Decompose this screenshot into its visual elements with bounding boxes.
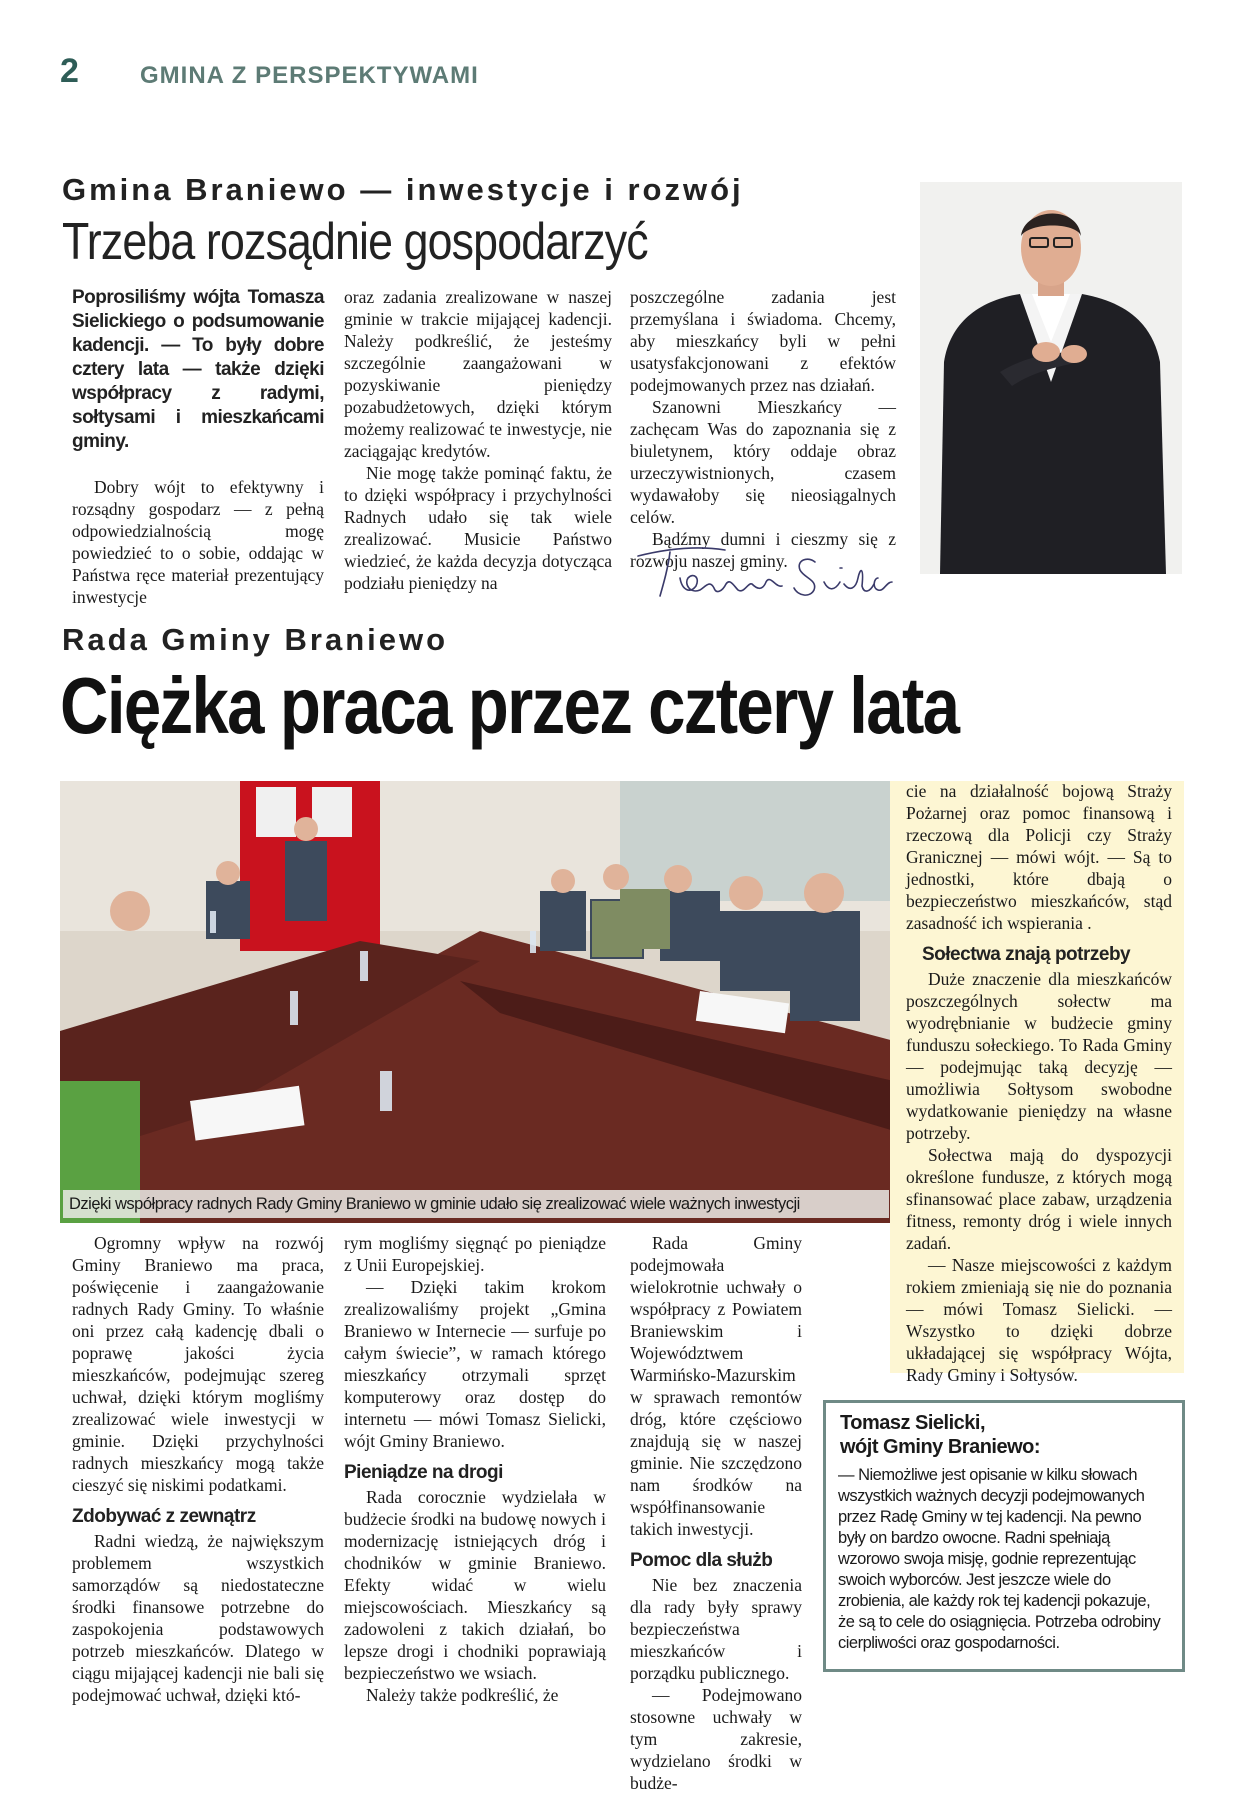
article2-paragraph: Radni wiedzą, że największym problemem wszystkich samorządów są niedostateczne środki finansowe potrzebne do zaspokojenia podstawowych potrzeb mieszkańców. Dlatego w ciągu mijającej kadencji nie bali się podejmować uchwał, dzięki któ- — [72, 1531, 324, 1705]
quote-box — [823, 1400, 1185, 1672]
article2-paragraph: — Dzięki takim krokom zrealizowaliśmy projekt „Gmina Braniewo w Internecie — surfuje po całym świecie”, w ramach którego mieszkańcy otrzymali sprzęt komputerowy oraz dostęp do internetu — mówi Tomasz Sielicki, wójt Gminy Braniewo. — [344, 1277, 606, 1451]
article2-paragraph: Rada Gminy podejmowała wielokrotnie uchwały o współpracy z Powiatem Braniewskim i Województwem Warmińsko-Mazurskim w sprawach remontów dróg, które częściowo znajdują się w naszej gminie. Nie szczędzono nam środków na współfinansowanie takich inwestycji. — [630, 1233, 802, 1539]
article2-paragraph: Rada corocznie wydzielała w budżecie środki na budowę nowych i modernizację istniejących dróg i chodników w gminie Braniewo. Efekty widać w wielu miejscowościach. Mieszkańcy są zadowoleni z takich działań, bo lepsze drogi i chodniki poprawiają bezpieczeństwo we wsiach. — [344, 1487, 606, 1683]
article1-column-3 — [630, 286, 896, 572]
article2-kicker: Rada Gminy Braniewo — [62, 622, 449, 657]
quote-role: wójt Gminy Braniewo: — [840, 1436, 1041, 1458]
article2-side-column — [906, 780, 1172, 1386]
article2-paragraph: Nie bez znaczenia dla rady były sprawy bezpieczeństwa mieszkańców i porządku publicznego. — [630, 1575, 802, 1683]
article2-paragraph: rym mogliśmy sięgnąć po pieniądze z Unii Europejskiej. — [344, 1233, 606, 1275]
council-meeting-photo — [60, 781, 894, 1223]
article1-paragraph: Nie mogę także pominąć faktu, że to dzięki współpracy i przychylności Radnych udało się tak wiele zrealizować. Musicie Państwo wiedzieć, że każda decyzja dotycząca podziału pieniędzy na — [344, 463, 612, 593]
article2-paragraph: Duże znaczenie dla mieszkańców poszczególnych sołectw ma wyodrębnianie w budżecie gminy funduszu sołeckiego. To Rada Gminy — podejmując taką decyzję — umożliwia Sołtysom swobodne wydatkowanie pieniędzy na własne potrzeby. — [906, 969, 1172, 1143]
article2-paragraph: Sołectwa mają do dyspozycji określone fundusze, z których mogą sfinansować place zabaw, urządzenia fitness, remonty dróg i wiele innych zadań. — [906, 1145, 1172, 1253]
quote-text: — Niemożliwe jest opisanie w kilku słowach wszystkich ważnych decyzji podejmowanych przez Radę Gminy w tej kadencji. Na pewno były on bardzo owocne. Radni spełniają wzorowo swoja misję, godnie reprezentując swoich wyborców. Jest jeszcze wiele do zrobienia, ale każdy rok tej kadencji pokazuje, że są to cele do osiągnięcia. Potrzeba odrobiny cierpliwości oraz gospodarności. — [838, 1466, 1161, 1652]
subhead-pieniadze: Pieniądze na drogi — [344, 1462, 503, 1483]
photo-caption: Dzięki współpracy radnych Rady Gminy Braniewo w gminie udało się zrealizować wiele ważnych inwestycji — [63, 1190, 889, 1218]
article1-paragraph: Szanowni Mieszkańcy — zachęcam Was do zapoznania się z biuletynem, który oddaje obraz urzeczywistnionych, czasem wydawałoby się nieosiągalnych celów. — [630, 397, 896, 527]
article1-lead: Poprosiliśmy wójta Tomasza Sielickiego o podsumowanie kadencji. — To były dobre cztery lata — także dzięki współpracy z radymi, sołtysami i mieszkańcami gminy. — [72, 287, 324, 452]
article1-paragraph: Bądźmy dumni i cieszmy się z rozwoju naszej gminy. — [630, 529, 896, 571]
article2-column-2 — [344, 1232, 606, 1706]
mayor-portrait-photo — [920, 182, 1182, 574]
article1-column-1 — [72, 286, 324, 608]
article1-column-2 — [344, 286, 612, 594]
section-title: GMINA Z PERSPEKTYWAMI — [140, 62, 479, 89]
article1-paragraph: poszczególne zadania jest przemyślana i świadoma. Chcemy, aby mieszkańcy byli w pełni usatysfakcjonowani z efektów podejmowanych przez nas działań. — [630, 287, 896, 395]
subhead-zdobywac: Zdobywać z zewnątrz — [72, 1506, 256, 1527]
quote-name: Tomasz Sielicki, — [840, 1412, 986, 1434]
article2-column-3 — [630, 1232, 802, 1794]
article1-headline: Trzeba rozsądnie gospodarzyć — [62, 213, 648, 271]
article1-paragraph: Dobry wójt to efektywny i rozsądny gospodarz — z pełną odpowiedzialnością mogę powiedzieć to o sobie, oddając w Państwa ręce materiał prezentujący inwestycje — [72, 477, 324, 607]
subhead-solectwa: Sołectwa znają potrzeby — [922, 944, 1131, 965]
article1-kicker: Gmina Braniewo — inwestycje i rozwój — [62, 172, 744, 207]
signature-image — [630, 538, 905, 608]
subhead-pomoc: Pomoc dla służb — [630, 1550, 773, 1571]
article2-paragraph: cie na działalność bojową Straży Pożarnej oraz pomoc finansową i rzeczową dla Policji czy Straży Granicznej — mówi wójt. — Są to jednostki, które dbają o bezpieczeństwo mieszkańców, stąd zasadność ich wspierania . — [906, 781, 1172, 933]
article2-headline: Ciężka praca przez cztery lata — [60, 661, 959, 750]
article2-paragraph: Należy także podkreślić, że — [366, 1685, 559, 1705]
article1-paragraph: oraz zadania zrealizowane w naszej gminie w trakcie mijającej kadencji. Należy podkreślić, że jesteśmy szczególnie zaangażowani w pozyskiwanie pieniędzy pozabudżetowych, dzięki którym możemy realizować te inwestycje, nie zaciągając kredytów. — [344, 287, 612, 461]
article2-paragraph: Ogromny wpływ na rozwój Gminy Braniewo ma praca, poświęcenie i zaangażowanie radnych Rady Gminy. To właśnie oni przez całą kadencję dbali o poprawę jakości życia mieszkańców, podejmując szereg uchwał, dzięki którym mogliśmy zrealizować wiele inwestycji w gminie. Dzięki przychylności radnych mieszkańcy mogą także cieszyć się niskimi podatkami. — [72, 1233, 324, 1495]
article2-paragraph: — Nasze miejscowości z każdym rokiem zmieniają się nie do poznania — mówi Tomasz Sielicki. — Wszystko to dzięki dobrze układającej się współpracy Wójta, Rady Gminy i Sołtysów. — [906, 1255, 1172, 1385]
article2-paragraph: — Podejmowano stosowne uchwały w tym zakresie, wydzielano środki w budże- — [630, 1685, 802, 1793]
article2-column-1 — [72, 1232, 324, 1706]
page-number: 2 — [60, 52, 79, 90]
